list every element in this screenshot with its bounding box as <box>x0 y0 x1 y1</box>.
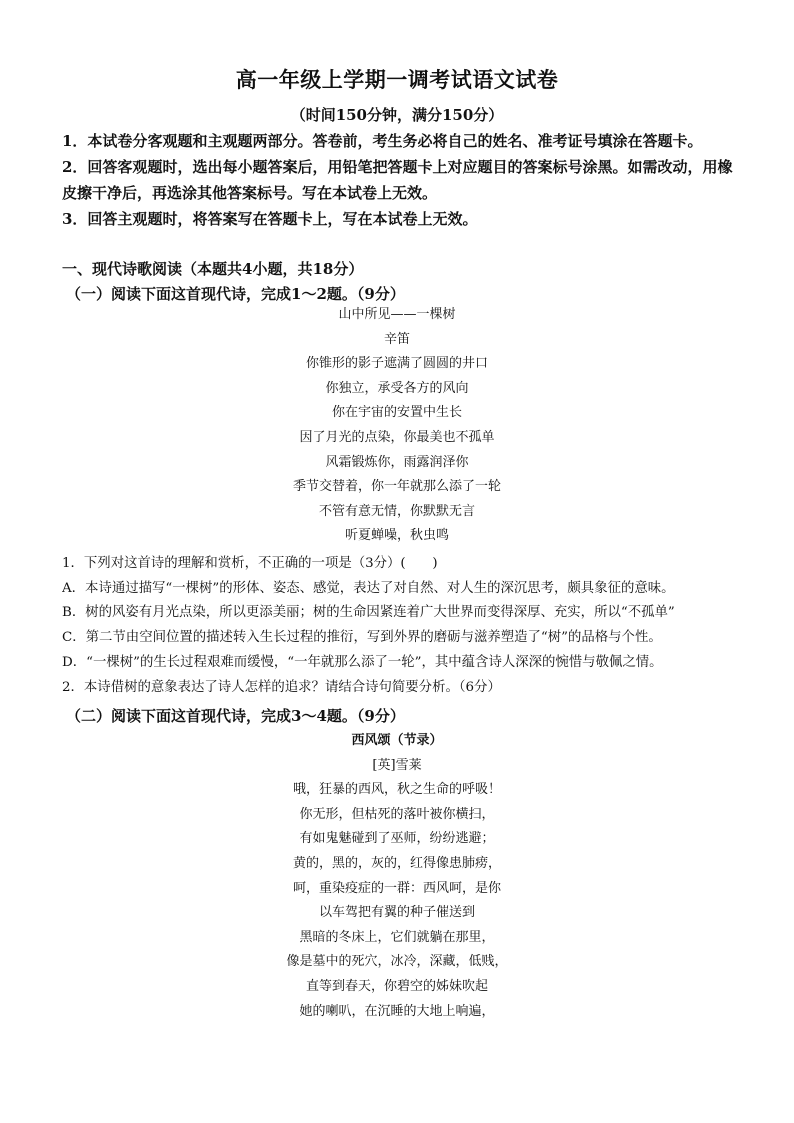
poem-title: 山中所见——一棵树 <box>338 307 456 322</box>
poem-line: 季节交替着，你一年就那么添了一轮 <box>292 479 501 495</box>
part-heading-1: （一）阅读下面这首现代诗，完成1～2题。（9分） <box>66 285 405 303</box>
part-heading-2: （二）阅读下面这首现代诗，完成3～4题。（9分） <box>66 707 405 725</box>
poem-line: 像是墓中的死穴，冰冷，深藏，低贱， <box>286 954 508 970</box>
poem-2 <box>0 729 794 1024</box>
poem-line: 不管有意无情，你默默无言 <box>318 503 475 519</box>
poem-line: 有如鬼魅碰到了巫师，纷纷逃避； <box>299 831 495 847</box>
instructions <box>62 128 734 232</box>
option-d: D．“一棵树”的生长过程艰难而缓慢，“一年就那么添了一轮”，其中蕴含诗人深深的惋惜与敬佩之情。 <box>62 654 663 670</box>
question-1: 1．下列对这首诗的理解和赏析，不正确的一项是（3分）( ) <box>62 556 438 571</box>
poem-line: 你锥形的影子遮满了圆圆的井口 <box>305 356 488 372</box>
poem-author: [英]雪莱 <box>372 757 422 773</box>
poem-line: 你无形，但枯死的落叶被你横扫， <box>299 806 495 822</box>
instruction-item: 1．本试卷分客观题和主观题两部分。答卷前，考生务必将自己的姓名、准考证号填涂在答题卡。 <box>62 132 703 150</box>
poem-line: 哦，狂暴的西风，秋之生命的呼吸！ <box>292 782 501 798</box>
instruction-item: 3．回答主观题时，将答案写在答题卡上，写在本试卷上无效。 <box>62 210 478 228</box>
poem-1 <box>0 303 794 549</box>
exam-title: 高一年级上学期一调考试语文试卷 <box>235 67 559 92</box>
poem-line: 她的喇叭，在沉睡的大地上响遍， <box>299 1003 495 1019</box>
poem-line: 因了月光的点染，你最美也不孤单 <box>299 429 495 445</box>
exam-subtitle: （时间150分钟，满分150分） <box>290 106 504 124</box>
poem-line: 你在宇宙的安置中生长 <box>331 405 462 421</box>
instruction-item: 2．回答客观题时，选出每小题答案后，用铅笔把答题卡上对应题目的答案标号涂黑。如需改动，用橡皮擦干净后，再选涂其他答案标号。写在本试卷上无效。 <box>62 158 733 202</box>
poem-line: 以车驾把有翼的种子催送到 <box>318 905 475 921</box>
option-c: C．第二节由空间位置的描述转入生长过程的推衍，写到外界的磨砺与滋养塑造了“树”的品格与个性。 <box>62 630 662 646</box>
question-2: 2．本诗借树的意象表达了诗人怎样的追求？请结合诗句简要分析。（6分） <box>62 679 501 695</box>
poem-line: 风霜锻炼你，雨露润泽你 <box>325 454 469 470</box>
section-heading: 一、现代诗歌阅读（本题共4小题，共18分） <box>62 260 364 278</box>
poem-author: 辛笛 <box>383 331 410 347</box>
poem-line: 黑暗的冬床上，它们就躺在那里， <box>299 929 495 945</box>
poem-line: 呵，重染疫症的一群：西风呵，是你 <box>292 880 501 896</box>
questions-part-1 <box>62 552 742 700</box>
poem-title: 西风颂（节录） <box>351 733 443 748</box>
poem-line: 听夏蝉噪，秋虫鸣 <box>344 528 449 544</box>
poem-line: 你独立，承受各方的风向 <box>325 380 469 396</box>
option-a: A．本诗通过描写“一棵树”的形体、姿态、感觉，表达了对自然、对人生的深沉思考，颇具象征的意味。 <box>62 580 675 596</box>
option-b: B．树的风姿有月光点染，所以更添美丽；树的生命因紧连着广大世界而变得深厚、充实，所以“不孤单” <box>62 605 675 621</box>
poem-line: 黄的，黑的，灰的，红得像患肺痨， <box>292 855 501 871</box>
poem-line: 直等到春天，你碧空的姊妹吹起 <box>305 978 488 994</box>
